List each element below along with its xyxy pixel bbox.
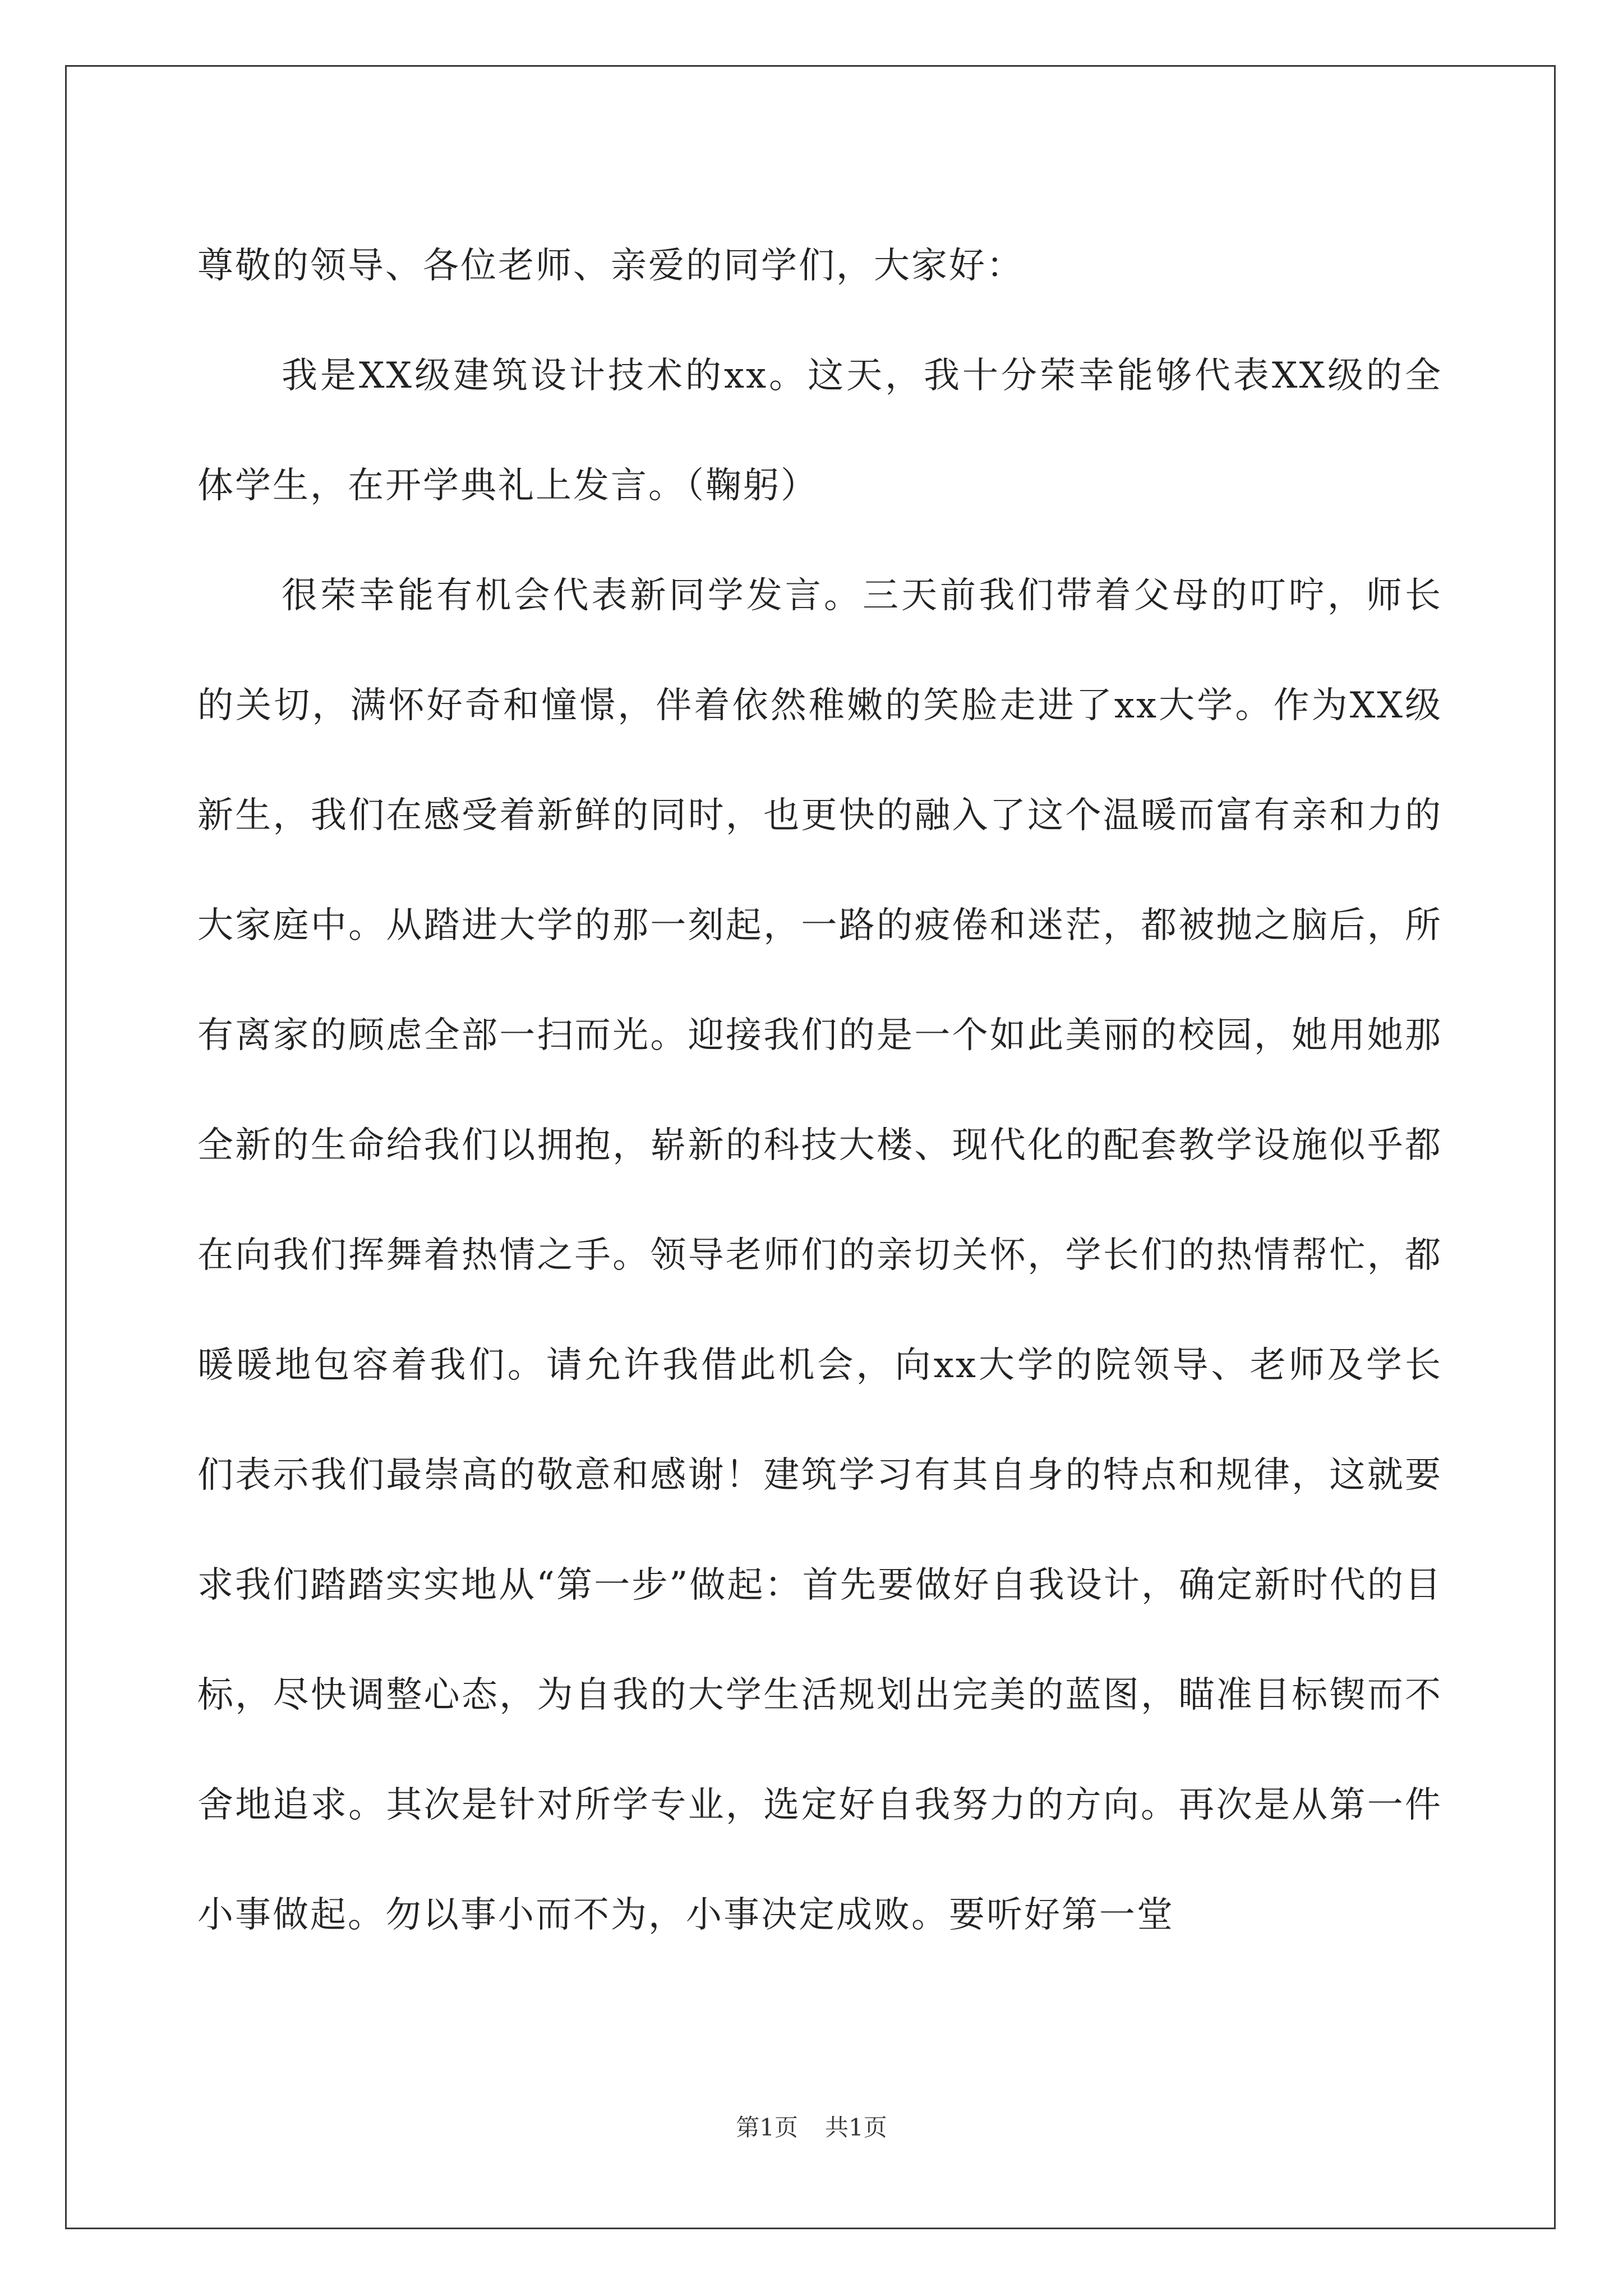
paragraph: 我是XX级建筑设计技术的xx。这天，我十分荣幸能够代表XX级的全体学生，在开学典礼上发言。（鞠躬）	[197, 355, 1442, 507]
page-number: 第1页	[736, 2114, 798, 2141]
paragraph: 很荣幸能有机会代表新同学发言。三天前我们带着父母的叮咛，师长的关切，满怀好奇和憧憬，伴着依然稚嫩的笑脸走进了xx大学。作为XX级新生，我们在感受着新鲜的同时，也更快的融入了这个温暖而富有亲和力的大家庭中。从踏进大学的那一刻起，一路的疲倦和迷茫，都被抛之脑后，所有离家的顾虑全部一扫而光。迎接我们的是一个如此美丽的校园，她用她那全新的生命给我们以拥抱，崭新的科技大楼、现代化的配套教学设施似乎都在向我们挥舞着热情之手。领导老师们的亲切关怀，学长们的热情帮忙，都暖暖地包容着我们。请允许我借此机会，向xx大学的院领导、老师及学长们表示我们最崇高的敬意和感谢！建筑学习有其自身的特点和规律，这就要求我们踏踏实实地从“第一步”做起：首先要做好自我设计，确定新时代的目标，尽快调整心态，为自我的大学生活规划出完美的蓝图，瞄准目标锲而不舍地追求。其次是针对所学专业，选定好自我努力的方向。再次是从第一件小事做起。勿以事小而不为，小事决定成败。要听好第一堂	[197, 575, 1442, 1936]
salutation: 尊敬的领导、各位老师、亲爱的同学们，大家好：	[197, 245, 1024, 287]
page-footer	[0, 2109, 1623, 2143]
document-body	[197, 211, 1442, 1970]
page-total: 共1页	[825, 2114, 887, 2141]
